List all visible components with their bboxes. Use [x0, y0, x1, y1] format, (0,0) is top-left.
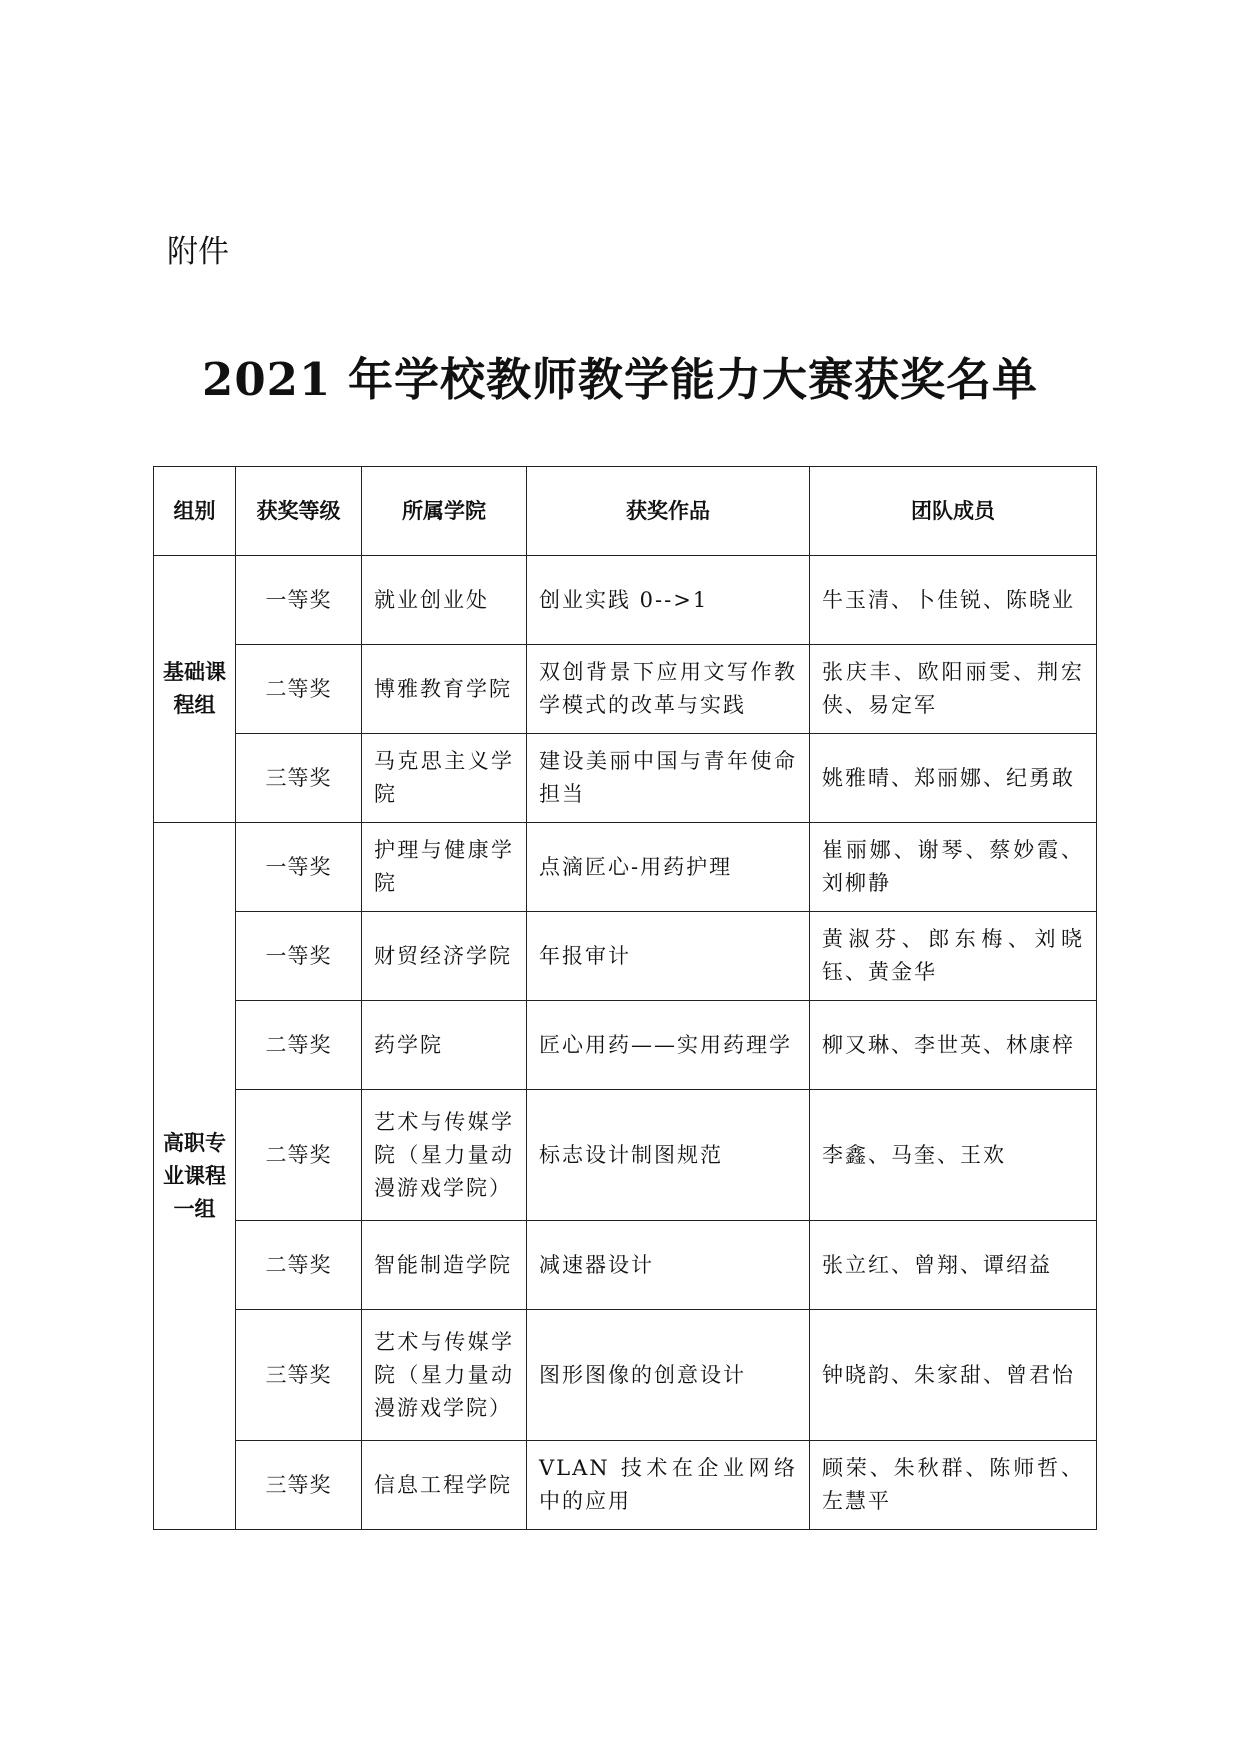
college-cell: 博雅教育学院 — [362, 645, 527, 734]
award-level-cell: 二等奖 — [236, 645, 362, 734]
work-cell: 图形图像的创意设计 — [527, 1310, 810, 1441]
column-header-group: 组别 — [154, 467, 236, 556]
table-row — [154, 1221, 1097, 1310]
college-cell: 就业创业处 — [362, 556, 527, 645]
awards-table — [153, 466, 1097, 1530]
award-level-cell: 二等奖 — [236, 1090, 362, 1221]
work-cell: VLAN 技术在企业网络中的应用 — [527, 1441, 810, 1530]
table-row — [154, 556, 1097, 645]
work-cell: 标志设计制图规范 — [527, 1090, 810, 1221]
award-level-cell: 二等奖 — [236, 1221, 362, 1310]
college-cell: 艺术与传媒学院（星力量动漫游戏学院） — [362, 1310, 527, 1441]
college-cell: 智能制造学院 — [362, 1221, 527, 1310]
work-cell: 创业实践 0-->1 — [527, 556, 810, 645]
members-cell: 柳又琳、李世英、林康梓 — [810, 1001, 1097, 1090]
table-row — [154, 1310, 1097, 1441]
members-cell: 张庆丰、欧阳丽雯、荆宏侠、易定军 — [810, 645, 1097, 734]
table-row — [154, 1090, 1097, 1221]
work-cell: 减速器设计 — [527, 1221, 810, 1310]
members-cell: 张立红、曾翔、谭绍益 — [810, 1221, 1097, 1310]
table-row — [154, 1001, 1097, 1090]
college-cell: 护理与健康学院 — [362, 823, 527, 912]
college-cell: 信息工程学院 — [362, 1441, 527, 1530]
award-level-cell: 三等奖 — [236, 1310, 362, 1441]
work-cell: 匠心用药——实用药理学 — [527, 1001, 810, 1090]
column-header-level: 获奖等级 — [236, 467, 362, 556]
members-cell: 李鑫、马奎、王欢 — [810, 1090, 1097, 1221]
members-cell: 钟晓韵、朱家甜、曾君怡 — [810, 1310, 1097, 1441]
members-cell: 顾荣、朱秋群、陈师哲、左慧平 — [810, 1441, 1097, 1530]
work-cell: 双创背景下应用文写作教学模式的改革与实践 — [527, 645, 810, 734]
table-row — [154, 1441, 1097, 1530]
work-cell: 年报审计 — [527, 912, 810, 1001]
table-header-row — [154, 467, 1097, 556]
college-cell: 马克思主义学院 — [362, 734, 527, 823]
table-row — [154, 645, 1097, 734]
table-row — [154, 912, 1097, 1001]
members-cell: 崔丽娜、谢琴、蔡妙霞、刘柳静 — [810, 823, 1097, 912]
college-cell: 艺术与传媒学院（星力量动漫游戏学院） — [362, 1090, 527, 1221]
document-title: 2021 年学校教师教学能力大赛获奖名单 — [202, 353, 1038, 406]
column-header-members: 团队成员 — [810, 467, 1097, 556]
column-header-work: 获奖作品 — [527, 467, 810, 556]
award-level-cell: 一等奖 — [236, 912, 362, 1001]
members-cell: 黄淑芬、郎东梅、刘晓钰、黄金华 — [810, 912, 1097, 1001]
members-cell: 牛玉清、卜佳锐、陈晓业 — [810, 556, 1097, 645]
college-cell: 药学院 — [362, 1001, 527, 1090]
group-cell: 高职专业课程一组 — [154, 823, 236, 1530]
column-header-college: 所属学院 — [362, 467, 527, 556]
award-level-cell: 二等奖 — [236, 1001, 362, 1090]
table-row — [154, 734, 1097, 823]
award-level-cell: 一等奖 — [236, 823, 362, 912]
work-cell: 建设美丽中国与青年使命担当 — [527, 734, 810, 823]
award-level-cell: 三等奖 — [236, 1441, 362, 1530]
table-row — [154, 823, 1097, 912]
work-cell: 点滴匠心-用药护理 — [527, 823, 810, 912]
members-cell: 姚雅晴、郑丽娜、纪勇敢 — [810, 734, 1097, 823]
award-level-cell: 一等奖 — [236, 556, 362, 645]
college-cell: 财贸经济学院 — [362, 912, 527, 1001]
attachment-label: 附件 — [167, 234, 229, 270]
group-cell: 基础课程组 — [154, 556, 236, 823]
award-level-cell: 三等奖 — [236, 734, 362, 823]
